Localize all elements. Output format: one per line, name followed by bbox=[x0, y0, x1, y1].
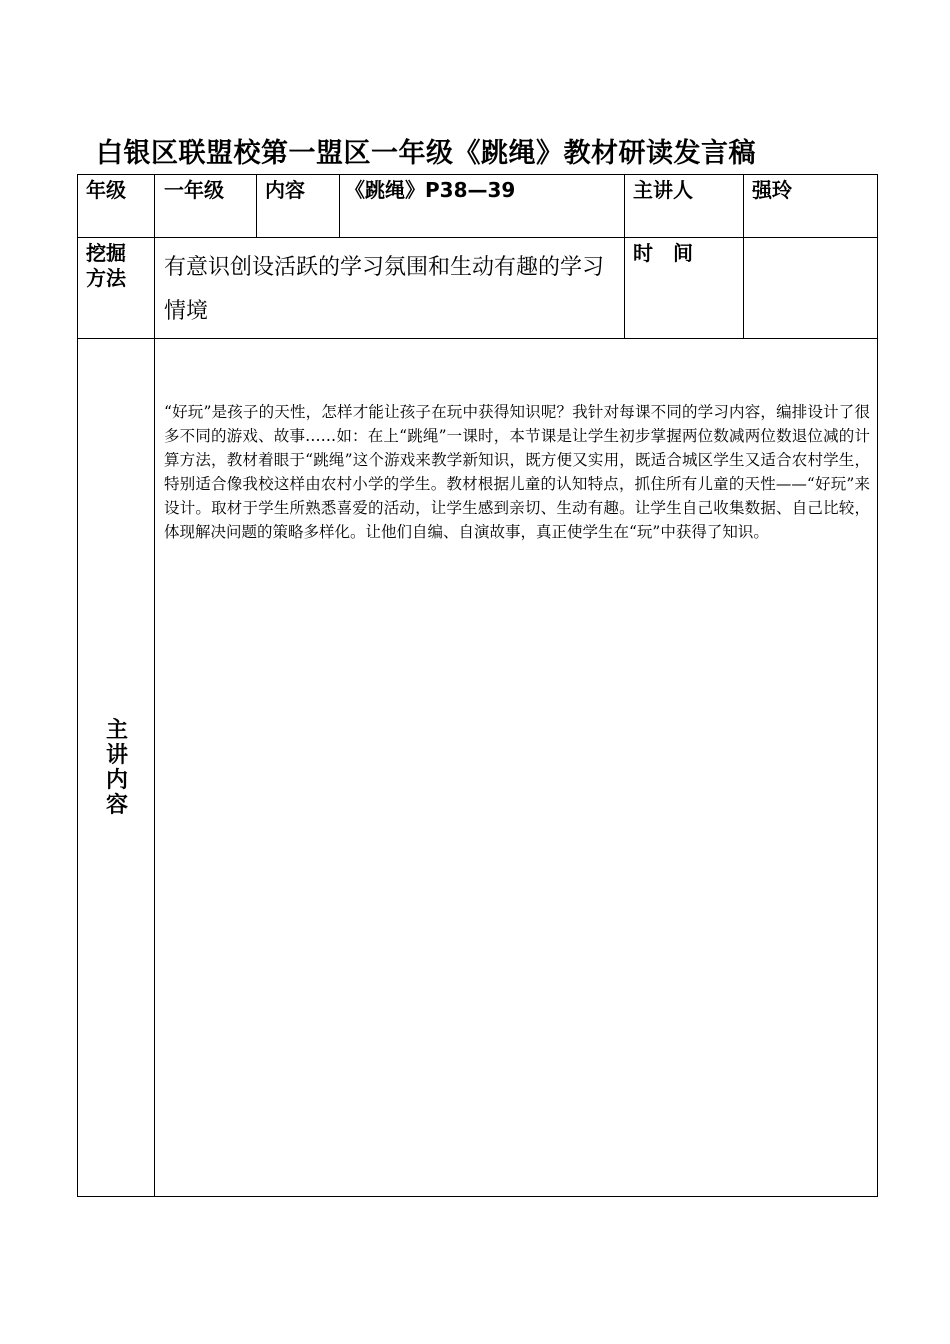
column-divider bbox=[154, 174, 155, 1197]
row-divider bbox=[77, 237, 878, 238]
main-content-label-char: 主 bbox=[105, 718, 128, 743]
content-label: 内容 bbox=[265, 178, 305, 202]
speaker-label: 主讲人 bbox=[633, 178, 693, 202]
speaker-value: 强玲 bbox=[752, 178, 792, 202]
content-value: 《跳绳》P38—39 bbox=[345, 178, 516, 202]
main-content-label-char: 讲 bbox=[105, 743, 128, 768]
main-content-label bbox=[103, 718, 131, 818]
main-content-label-char: 内 bbox=[105, 768, 128, 793]
method-value: 有意识创设活跃的学习氛围和生动有趣的学习情境 bbox=[164, 255, 605, 324]
column-divider bbox=[339, 174, 340, 238]
method-label bbox=[86, 241, 126, 291]
time-label: 时 间 bbox=[633, 241, 693, 265]
grade-value: 一年级 bbox=[164, 178, 224, 202]
main-content-text: “好玩”是孩子的天性，怎样才能让孩子在玩中获得知识呢？我针对每课不同的学习内容，编排设计了很多不同的游戏、故事……如：在上“跳绳”一课时，本节课是让学生初步掌握两位数减两位数退位减的计算方法，教材着眼于“跳绳”这个游戏来教学新知识，既方便又实用，既适合城区学生又适合农村学生，特别适合像我校这样由农村小学的学生。教材根据儿童的认知特点，抓住所有儿童的天性——“好玩”来设计。取材于学生所熟悉喜爱的活动，让学生感到亲切、生动有趣。让学生自己收集数据、自己比较，体现解决问题的策略多样化。让他们自编、自演故事，真正使学生在“玩”中获得了知识。 bbox=[164, 403, 870, 541]
column-divider bbox=[743, 174, 744, 339]
method-label-line: 方法 bbox=[86, 266, 126, 290]
main-content-label-char: 容 bbox=[105, 793, 128, 818]
grade-label: 年级 bbox=[86, 178, 126, 202]
document-title: 白银区联盟校第一盟区一年级《跳绳》教材研读发言稿 bbox=[96, 138, 756, 169]
method-label-line: 挖掘 bbox=[86, 241, 126, 265]
column-divider bbox=[624, 174, 625, 339]
row-divider bbox=[77, 338, 878, 339]
column-divider bbox=[256, 174, 257, 238]
